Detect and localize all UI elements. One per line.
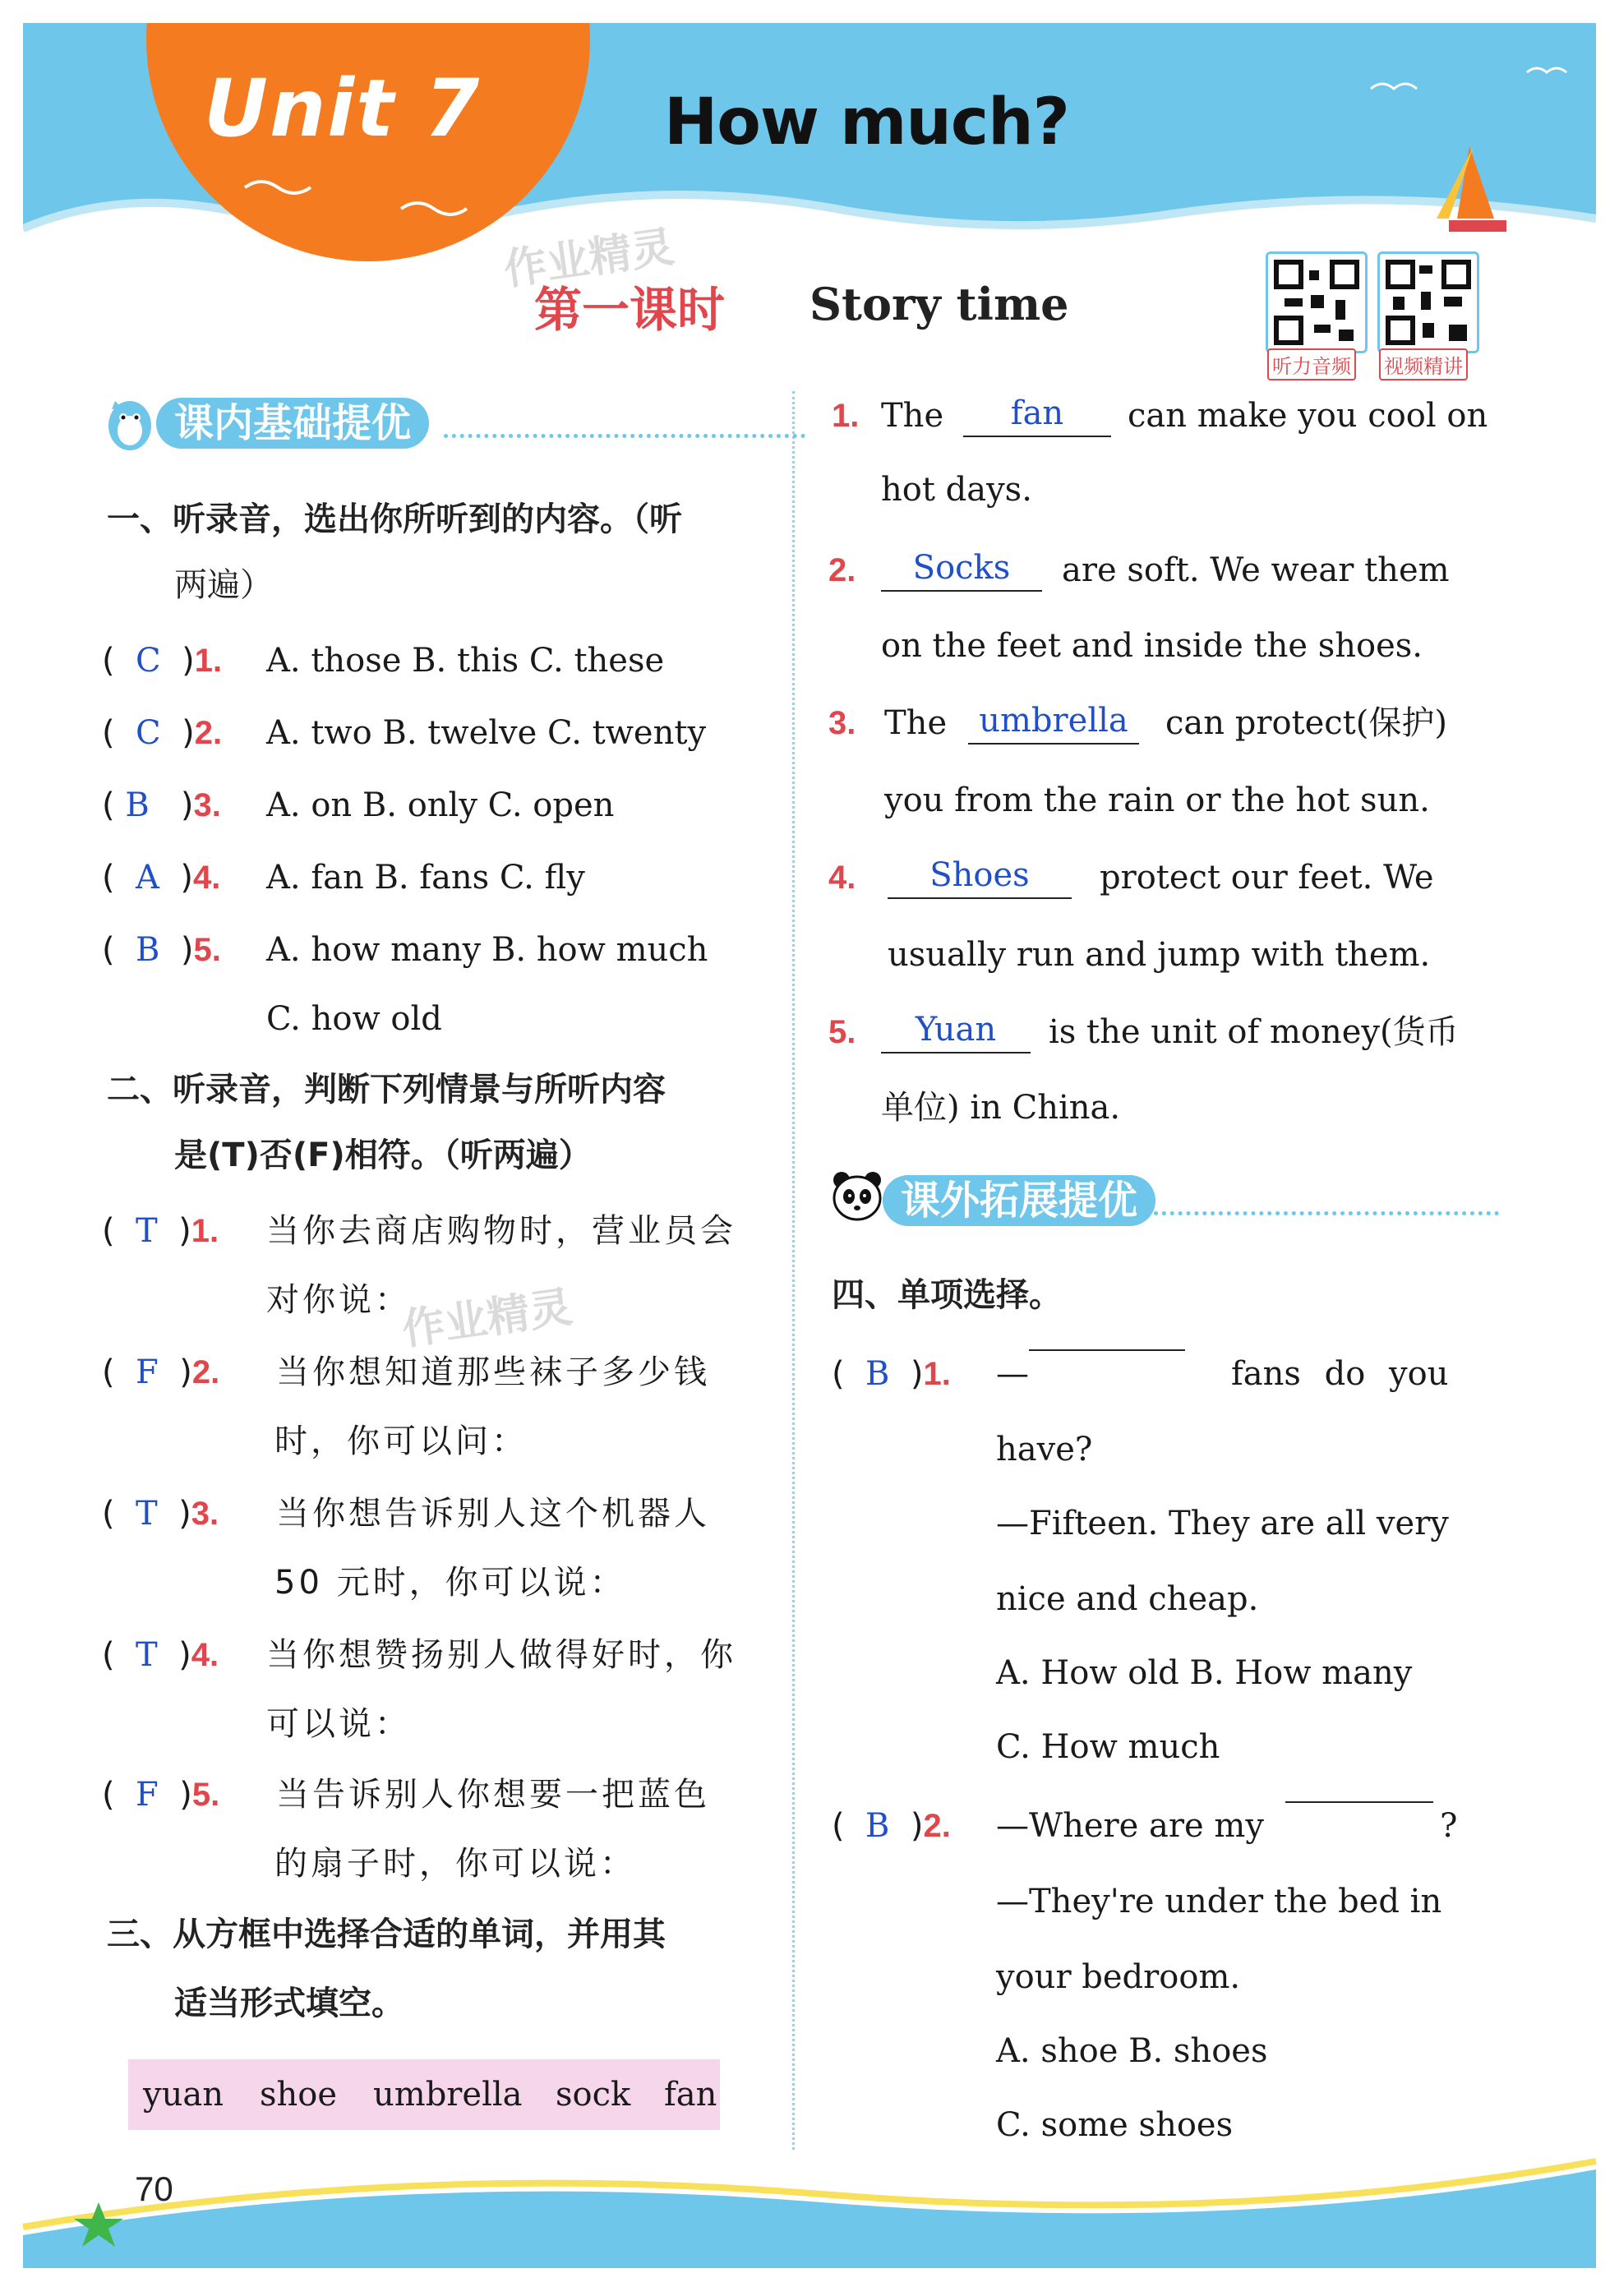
item-text-cont: hot days. <box>881 471 1032 509</box>
qr-label-audio: 听力音频 <box>1267 348 1356 380</box>
option-c: C. some shoes <box>996 2106 1234 2144</box>
options: A. two B. twelve C. twenty <box>266 714 707 752</box>
answer: F <box>136 1776 159 1814</box>
qr-label-video: 视频精讲 <box>1379 348 1468 380</box>
item-post: can protect(保护) <box>1165 704 1447 742</box>
item-number: 1. <box>191 1213 219 1249</box>
part2-heading: 二、听录音，判断下列情景与所听内容 <box>107 1071 666 1109</box>
qr-code-video[interactable] <box>1377 251 1479 353</box>
list-item: ( C )1. A. those B. this C. these <box>102 636 222 685</box>
panda-icon <box>825 1165 891 1231</box>
footer-decoration <box>0 2137 1619 2296</box>
fill-item <box>828 853 1434 902</box>
item-text-cont: nice and cheap. <box>996 1580 1259 1618</box>
answer: T <box>136 1495 158 1533</box>
options: A. shoe B. shoes <box>996 2032 1268 2070</box>
qr-icon <box>1380 254 1477 351</box>
item-text-cont: usually run and jump with them. <box>888 936 1431 974</box>
qr-code-audio[interactable] <box>1266 251 1368 353</box>
options: A. on B. only C. open <box>266 786 615 824</box>
part1-heading-cont: 两遍） <box>174 566 273 604</box>
item-number: 5. <box>828 1014 856 1050</box>
item-number: 3. <box>193 787 221 823</box>
answer: T <box>136 1636 158 1674</box>
section-title: 课外拓展提优 <box>883 1175 1155 1226</box>
answer: T <box>136 1212 158 1250</box>
item-text-cont: your bedroom. <box>996 1958 1241 1996</box>
options: A. those B. this C. these <box>266 642 665 680</box>
list-item: ( F )2. 当你想知道那些袜子多少钱 <box>102 1348 219 1397</box>
word-bank-item: yuan <box>143 2076 224 2114</box>
answer: B <box>865 1807 890 1845</box>
item-number: 1. <box>923 1356 951 1392</box>
fill-item <box>828 546 1450 595</box>
option-c: C. how old <box>266 1000 442 1038</box>
watermark: 作业精灵 <box>399 1282 575 1356</box>
item-number: 2. <box>194 715 223 751</box>
item-number: 1. <box>832 398 860 434</box>
answer-blank[interactable]: Shoes <box>888 853 1072 899</box>
item-text-cont: —They're under the bed in <box>996 1883 1442 1920</box>
answer-blank[interactable] <box>1285 1801 1433 1803</box>
options: A. How old B. How many <box>996 1654 1413 1692</box>
page-header <box>23 23 1596 286</box>
word-bank-item: sock <box>556 2076 631 2114</box>
item-text: 当你想赞扬别人做得好时，你 <box>266 1636 736 1674</box>
page-title: How much? <box>664 85 1069 159</box>
list-item: ( B )5. A. how many B. how much <box>102 925 221 975</box>
word-bank-item: shoe <box>260 2076 338 2114</box>
item-number: 3. <box>191 1496 219 1532</box>
item-text-cont: 单位) in China. <box>881 1089 1121 1127</box>
item-pre: —Where are my <box>996 1807 1264 1845</box>
item-text-cont: 时，你可以问： <box>274 1422 528 1460</box>
list-item: ( F )5. 当告诉别人你想要一把蓝色 <box>102 1770 219 1819</box>
options: A. fan B. fans C. fly <box>266 859 585 897</box>
word-bank-item: umbrella <box>373 2076 523 2114</box>
item-number: 2. <box>828 552 856 588</box>
options: A. how many B. how much <box>266 931 708 969</box>
part1-heading: 一、听录音，选出你所听到的内容。（听 <box>107 500 682 538</box>
item-number: 5. <box>193 932 221 968</box>
fill-item <box>832 391 1488 440</box>
answer: C <box>136 642 161 680</box>
watermark: 作业精灵 <box>500 222 677 296</box>
item-pre: The <box>881 397 944 435</box>
dotted-rule <box>444 434 805 438</box>
list-item: ( T )4. 当你想赞扬别人做得好时，你 <box>102 1630 219 1680</box>
mascot-icon <box>99 390 164 455</box>
list-item: ( T )3. 当你想告诉别人这个机器人 <box>102 1489 219 1538</box>
answer: C <box>136 714 161 752</box>
word-bank <box>128 2059 720 2130</box>
item-text: 当你想知道那些袜子多少钱 <box>276 1353 710 1391</box>
section-badge-inclass <box>99 393 805 450</box>
item-text: 当你想告诉别人这个机器人 <box>276 1495 710 1533</box>
answer-blank[interactable] <box>1029 1349 1185 1351</box>
section-badge-outclass <box>825 1170 1499 1228</box>
answer-blank[interactable]: umbrella <box>968 698 1139 745</box>
list-item: ( C )2. A. two B. twelve C. twenty <box>102 708 222 758</box>
unit-title: Unit 7 <box>204 62 482 154</box>
item-text-cont: 可以说： <box>266 1705 411 1743</box>
section-title: 课内基础提优 <box>156 398 429 449</box>
item-number: 3. <box>828 705 856 741</box>
item-pre: The <box>884 704 948 742</box>
part3-heading: 三、从方框中选择合适的单词，并用其 <box>107 1916 666 1953</box>
item-text-cont: on the feet and inside the shoes. <box>881 627 1423 665</box>
answer: F <box>136 1353 159 1391</box>
answer: B <box>125 786 150 824</box>
list-item: ( B )3. A. on B. only C. open <box>102 781 221 830</box>
item-post: ? <box>1440 1807 1458 1845</box>
item-text-cont: have? <box>996 1431 1093 1468</box>
column-divider <box>792 391 795 2150</box>
item-text-cont: 对你说： <box>266 1281 411 1319</box>
answer-blank[interactable]: Yuan <box>881 1007 1031 1053</box>
item-post: fans do you <box>1231 1355 1449 1393</box>
lesson-subtitle: Story time <box>810 278 1069 330</box>
item-number: 4. <box>191 1637 219 1673</box>
answer: A <box>136 859 159 897</box>
list-item: ( T )1. 当你去商店购物时，营业员会 <box>102 1206 219 1256</box>
answer-blank[interactable]: Socks <box>881 546 1042 592</box>
item-text: 当告诉别人你想要一把蓝色 <box>276 1776 710 1814</box>
mc-item: ( B )1. — fans do you <box>832 1349 951 1399</box>
lesson-label: 第一课时 <box>534 282 726 338</box>
mc-item: ( B )2. —Where are my ? <box>832 1801 951 1851</box>
item-number: 2. <box>923 1808 951 1844</box>
item-number: 2. <box>191 1354 220 1390</box>
item-post: protect our feet. We <box>1100 859 1434 897</box>
part2-heading-cont: 是(T)否(F)相符。（听两遍） <box>174 1136 592 1174</box>
fill-item <box>828 698 1447 748</box>
item-text-cont: 的扇子时，你可以说： <box>274 1845 636 1883</box>
item-number: 5. <box>191 1777 220 1813</box>
list-item: ( A )4. A. fan B. fans C. fly <box>102 853 220 902</box>
fill-item <box>828 1007 1459 1057</box>
item-pre: — <box>996 1355 1029 1393</box>
part3-heading-cont: 适当形式填空。 <box>174 1985 404 2022</box>
page-number: 70 <box>135 2169 173 2208</box>
item-post: is the unit of money(货币 <box>1049 1013 1459 1051</box>
item-text-cont: —Fifteen. They are all very <box>996 1505 1449 1542</box>
word-bank-item: fan <box>664 2076 717 2114</box>
option-c: C. How much <box>996 1728 1220 1766</box>
item-post: are soft. We wear them <box>1062 551 1450 589</box>
answer: B <box>136 931 160 969</box>
answer-blank[interactable]: fan <box>963 391 1111 437</box>
part4-heading: 四、单项选择。 <box>832 1276 1062 1314</box>
item-text-cont: you from the rain or the hot sun. <box>884 781 1430 819</box>
dotted-rule <box>1154 1211 1499 1215</box>
answer: B <box>865 1355 890 1393</box>
item-text: 当你去商店购物时，营业员会 <box>266 1212 736 1250</box>
item-number: 4. <box>192 860 221 896</box>
item-post: can make you cool on <box>1128 397 1488 435</box>
item-text-cont: 50 元时，你可以说： <box>274 1564 626 1602</box>
qr-icon <box>1268 254 1365 351</box>
item-number: 4. <box>828 860 856 896</box>
item-number: 1. <box>194 643 223 679</box>
